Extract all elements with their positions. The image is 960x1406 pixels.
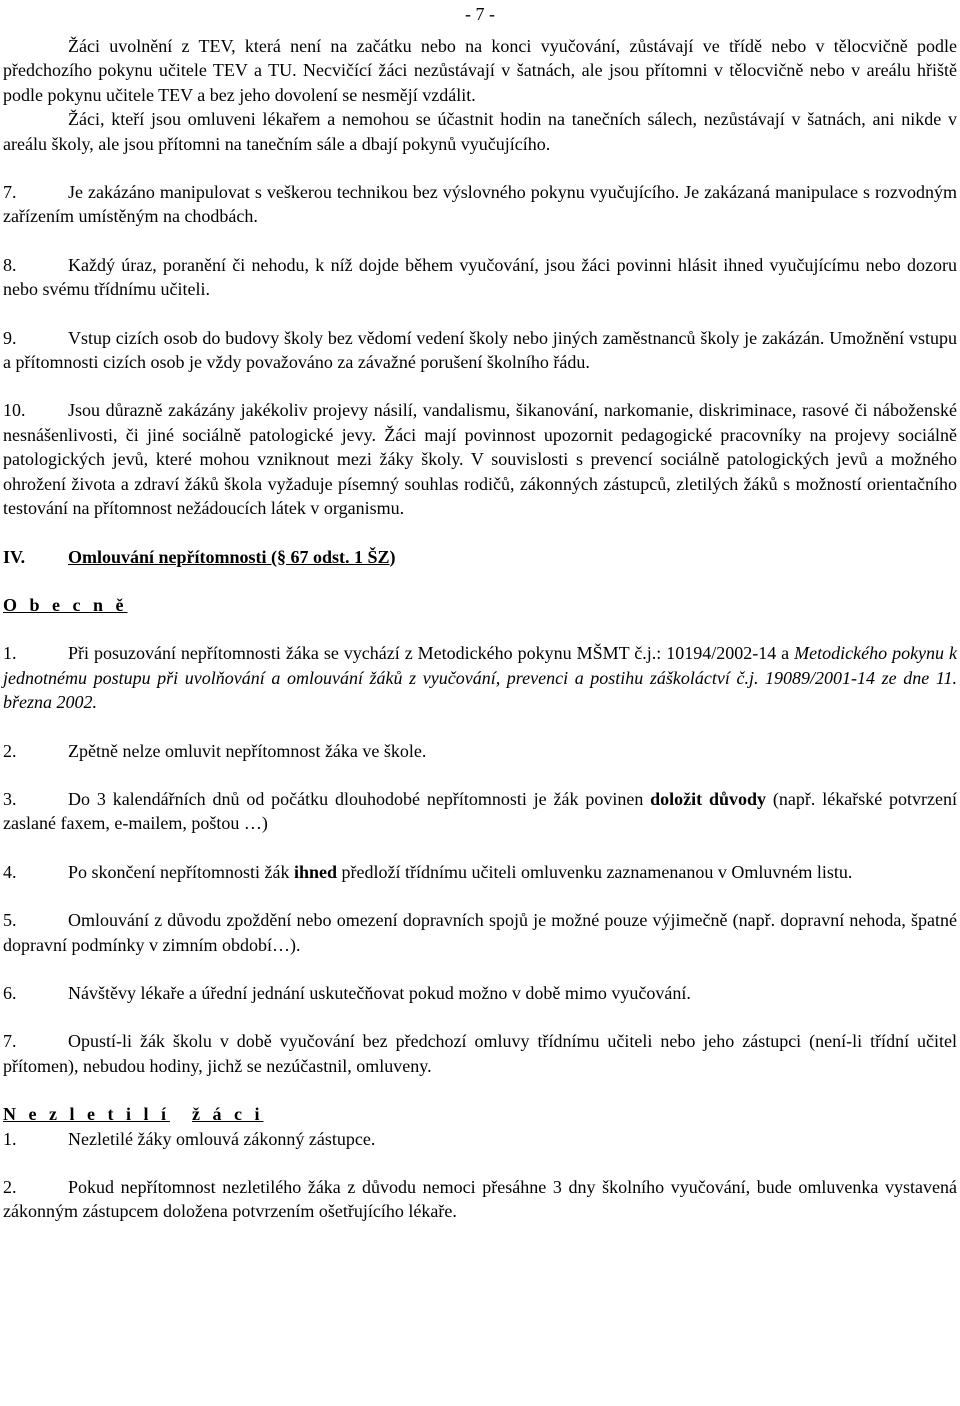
item-number: 7. [3,1031,17,1052]
rule-text: Jsou důrazně zakázány jakékoliv projevy násilí, vandalismu, šikanování, narkomanie, diskriminace, rasové či náboženské nesnášenlivosti, či jiné sociálně patologické jevy. Žáci mají povinnost upozornit pedagogické pracovníky na projevy sociálně patologických jevů, které mohou vzniknout mezi žáky školy. V souvislosti s prevencí sociálně patologických jevů a možného ohrožení života a zdraví žáků škola vyžaduje písemný souhlas rodičů, zákonných zástupců, zletilých žáků s možností orientačního testování na přítomnost nežádoucích látek v organismu. [3,400,957,519]
rule-9 [3,326,957,375]
general-heading: O b e c n ě [3,594,128,615]
item-text: Do 3 kalendářních dnů od počátku dlouhodobé nepřítomnosti je žák povinen [68,788,651,809]
minors-item-2 [3,1175,957,1224]
item-text: Při posuzování nepřítomnosti žáka se vychází z Metodického pokynu MŠMT č.j.: 10194/2002-14 a [68,643,795,664]
section-title: Omlouvání nepřítomnosti (§ 67 odst. 1 ŠZ) [68,546,396,567]
intro-paragraph-2: Žáci, kteří jsou omluveni lékařem a nemohou se účastnit hodin na tanečních sálech, nezůstávají v šatnách, ani nikde v areálu školy, ale jsou přítomni na tanečním sále a dbají pokynů vyučujícího. [3,109,957,154]
item-text: Pokud nepřítomnost nezletilého žáka z důvodu nemoci přesáhne 3 dny školního vyučování, bude omluvenka vystavená zákonným zástupcem doložena potvrzením ošetřujícího lékaře. [3,1177,957,1222]
rule-number: 10. [3,400,26,421]
item-text: Po skončení nepřítomnosti žák [68,861,294,882]
intro-block [3,0,957,156]
item-number: 6. [3,982,17,1003]
rule-text: Vstup cizích osob do budovy školy bez vědomí vedení školy nebo jiných zaměstnanců školy je zakázán. Umožnění vstupu a přítomnosti cizích osob je vždy považováno za závažné porušení školního řádu. [3,327,957,373]
item-text-end: (např. lékařské potvrzení zaslané faxem, e-mailem, poštou …) [3,788,958,834]
general-item-4 [3,860,957,884]
item-text: Nezletilé žáky omlouvá zákonný zástupce. [68,1128,376,1149]
rule-text: Je zakázáno manipulovat s veškerou technikou bez výslovného pokynu vyučujícího. Je zakázaná manipulace s rozvodným zařízením umístěným na chodbách. [3,182,957,227]
minors-heading [3,1102,957,1126]
minors-heading-word-1: N e z l e t i l í [3,1104,170,1125]
item-number: 2. [3,740,17,761]
general-item-5 [3,908,957,957]
intro-paragraph-1: Žáci uvolnění z TEV, která není na začátku nebo na konci vyučování, zůstávají ve třídě nebo v tělocvičně podle předchozího pokynu učitele TEV a TU. Necvičící žáci nezůstávají v šatnách, ale jsou přítomni v tělocvičně nebo v areálu hřiště podle pokynu učitele TEV a bez jeho dovolení se nesmějí vzdálit. [3,36,957,105]
rule-7 [3,180,957,229]
minors-heading-word-2: ž á c i [191,1104,264,1125]
section-heading [3,545,957,569]
general-item-7 [3,1029,957,1078]
item-text: Omlouvání z důvodu zpoždění nebo omezení dopravních spojů je možné pouze výjimečně (např. dopravní nehoda, špatné dopravní podmínky v zimním období…). [3,910,957,955]
item-text-end: předloží třídnímu učiteli omluvenku zaznamenanou v Omluvném listu. [337,861,853,882]
minors-item-1 [3,1127,957,1151]
item-text-bold: ihned [293,861,337,882]
page-number: - 7 - [465,4,495,24]
general-item-3 [3,787,957,836]
section-number: IV. [3,546,26,567]
rule-number: 8. [3,254,17,275]
item-text: Opustí-li žák školu v době vyučování bez předchozí omluvy třídnímu učiteli nebo jeho zástupci (není-li třídní učitel přítomen), nebudou hodiny, jichž se nezúčastnil, omluveny. [3,1031,957,1076]
item-number: 1. [3,1128,17,1149]
general-item-2 [3,739,957,763]
item-number: 5. [3,910,17,931]
general-item-6 [3,981,957,1005]
item-text: Zpětně nelze omluvit nepřítomnost žáka ve škole. [68,740,427,761]
rule-10 [3,398,957,520]
rule-number: 9. [3,327,17,348]
item-text-italic: Metodického pokynu k jednotnému postupu při uvolňování a omlouvání žáků z vyučování, prevenci a postihu záškoláctví č.j. 19089/2001-14 ze dne 11. března 2002. [3,643,957,713]
rule-text: Každý úraz, poranění či nehodu, k níž dojde během vyučování, jsou žáci povinni hlásit ihned vyučujícímu nebo dozoru nebo svému třídnímu učiteli. [3,254,957,300]
rule-number: 7. [3,182,17,203]
item-text: Návštěvy lékaře a úřední jednání uskutečňovat pokud možno v době mimo vyučování. [68,982,691,1003]
item-number: 1. [3,643,17,664]
document-page [3,0,957,1224]
item-text-bold: doložit důvody [650,788,767,809]
item-number: 2. [3,1177,17,1197]
item-number: 3. [3,788,17,809]
item-number: 4. [3,861,17,882]
general-item-1 [3,641,957,714]
rule-8 [3,253,957,302]
